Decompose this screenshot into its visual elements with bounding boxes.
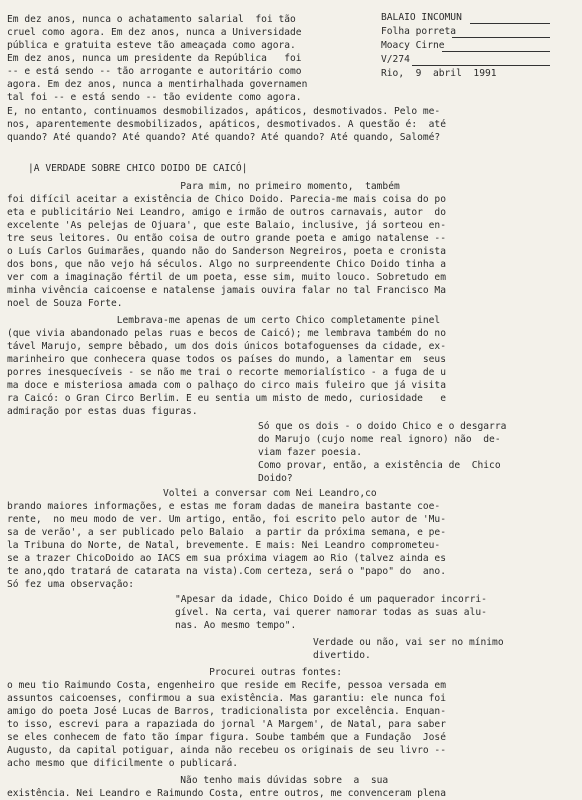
text-line: dos bons, que não vejo há séculos. Algo no surpreendente Chico Doido tinha a [7, 259, 446, 270]
text-line: -- e está sendo -- tão arrogante e autoritário como [7, 66, 302, 77]
masthead-rule [442, 51, 550, 52]
text-line: Só que os dois - o doido Chico e o desgarra [258, 421, 507, 432]
text-line: Em dez anos, nunca o achatamento salarial foi tão [7, 14, 296, 25]
masthead-author: Moacy Cirne [381, 40, 445, 51]
text-line: Augusto, da capital potiguar, ainda não recebeu os originais de seu livro -- [7, 745, 446, 756]
masthead-rule [452, 37, 550, 38]
text-line: viam fazer poesia. [258, 447, 362, 458]
text-line: "Apesar da idade, Chico Doido é um paquerador incorri- [175, 594, 487, 605]
text-line: amigo do poeta José Lucas de Barros, tradicionalista por excelência. Enquan- [7, 706, 446, 717]
text-line: Doido? [258, 473, 293, 484]
text-line: Para mim, no primeiro momento, também [7, 181, 400, 192]
text-line: Como provar, então, a existência de Chico [258, 460, 501, 471]
text-line: tal foi -- e está sendo -- tão evidente como agora. [7, 92, 302, 103]
text-line: eta e publicitário Nei Leandro, amigo e irmão de outros carnavais, autor do [7, 207, 446, 218]
text-line: E, no entanto, continuamos desmobilizados, apáticos, desmotivados. Pelo me- [7, 106, 441, 117]
text-line: cruel como agora. Em dez anos, nunca a Universidade [7, 27, 302, 38]
text-line: ra Caicó: o Gran Circo Berlim. E eu sentia um misto de medo, curiosidade e [7, 393, 446, 404]
text-line: pública e gratuita esteve tão ameaçada como agora. [7, 40, 296, 51]
text-line: admiração por estas duas figuras. [7, 406, 198, 417]
text-line: existência. Nei Leandro e Raimundo Costa, entre outros, me convenceram plena [7, 788, 446, 799]
text-line: gível. Na certa, vai querer namorar todas as suas alu- [175, 607, 487, 618]
text-line: marinheiro que conhecera quase todos os países do mundo, a lamentar em seus [7, 354, 446, 365]
text-line: foi difícil aceitar a existência de Chico Doido. Parecia-me mais coisa do po [7, 194, 446, 205]
text-line: la Tribuna do Norte, de Natal, brevemente. E mais: Nei Leandro comprometeu- [7, 540, 441, 551]
text-line: quando? Até quando? Até quando? Até quando? Até quando? Até quando, Salomé? [7, 132, 441, 143]
text-line: te ano,qdo tratará de catarata na vista).Com certeza, será o "papo" do ano. [7, 566, 446, 577]
text-line: Só fez uma observação: [7, 579, 135, 590]
text-line: assuntos caicoenses, confirmou a sua existência. Mas garantiu: ele nunca foi [7, 693, 446, 704]
masthead-section: Folha porreta [381, 26, 457, 37]
text-line: acho mesmo que dificilmente o publicará. [7, 758, 239, 769]
text-line: excelente 'As pelejas de Ojuara', que este Balaio, inclusive, já sorteou en- [7, 220, 446, 231]
text-line: to isso, escrevi para a rapaziada do jornal 'A Margem', de Natal, para saber [7, 719, 446, 730]
text-line: brando maiores informações, e estas me foram dadas de maneira bastante coe- [7, 501, 441, 512]
text-line: minha vivência caicoense e natalense jamais ouvira falar no tal Francisco Ma [7, 285, 446, 296]
text-line: agora. Em dez anos, nunca a mentirhalhada governamen [7, 79, 308, 90]
text-line: porres inesquecíveis - se não me trai o recorte memorialístico - a fuga de u [7, 367, 446, 378]
text-line: Não tenho mais dúvidas sobre a sua [7, 775, 389, 786]
text-line: Voltei a conversar com Nei Leandro,co [7, 488, 377, 499]
text-line: Em dez anos, nunca um presidente da República foi [7, 53, 302, 64]
text-line: o Luís Carlos Guimarães, quando não do Sanderson Negreiros, poeta e cronista [7, 246, 446, 257]
text-line: ver com a imaginação fértil de um poeta, esse sim, muito louco. Sobretudo em [7, 272, 446, 283]
masthead-rule [470, 23, 550, 24]
text-line: do Marujo (cujo nome real ignoro) não de- [258, 434, 501, 445]
text-line: sa de verão', a ser publicado pelo Balaio a partir da próxima semana, e pe- [7, 527, 446, 538]
text-line: divertido. [313, 650, 371, 661]
text-line: (que vivia abandonado pelas ruas e becos de Caicó); me lembrava também do no [7, 328, 446, 339]
masthead-number: V/274 [381, 54, 410, 65]
text-line: se eles conhecem de fato tão ímpar figura. Soube também que a Fundação José [7, 732, 446, 743]
masthead-rule [412, 65, 550, 66]
text-line: o meu tio Raimundo Costa, engenheiro que reside em Recife, pessoa versada em [7, 680, 446, 691]
text-line: nos, aparentemente desmobilizados, apáticos, desmotivados. A questão é: até [7, 119, 446, 130]
text-line: ma doce e misteriosa amada com o palhaço do circo mais fuleiro que já visita [7, 380, 446, 391]
masthead [381, 11, 571, 81]
text-line: nas. Ao mesmo tempo". [175, 620, 297, 631]
masthead-title: BALAIO INCOMUN [381, 12, 462, 23]
text-line: Lembrava-me apenas de um certo Chico completamente pinel [7, 315, 441, 326]
text-line: tre seus leitores. Ou então coisa de outro grande poeta e amigo natalense -- [7, 233, 446, 244]
text-line: rente, no meu modo de ver. Um artigo, então, foi escrito pelo autor de 'Mu- [7, 514, 446, 525]
text-line: se a trazer ChicoDoido ao IACS em sua próxima viagem ao Rio (talvez ainda es [7, 553, 446, 564]
masthead-date: Rio, 9 abril 1991 [381, 68, 497, 79]
text-line: Procurei outras fontes: [7, 667, 343, 678]
text-line: tável Marujo, sempre bêbado, um dos dois únicos botafoguenses da cidade, ex- [7, 341, 446, 352]
text-line: Verdade ou não, vai ser no mínimo [313, 637, 504, 648]
text-line: noel de Souza Forte. [7, 298, 123, 309]
article-title: |A VERDADE SOBRE CHICO DOIDO DE CAICÓ| [28, 163, 248, 174]
